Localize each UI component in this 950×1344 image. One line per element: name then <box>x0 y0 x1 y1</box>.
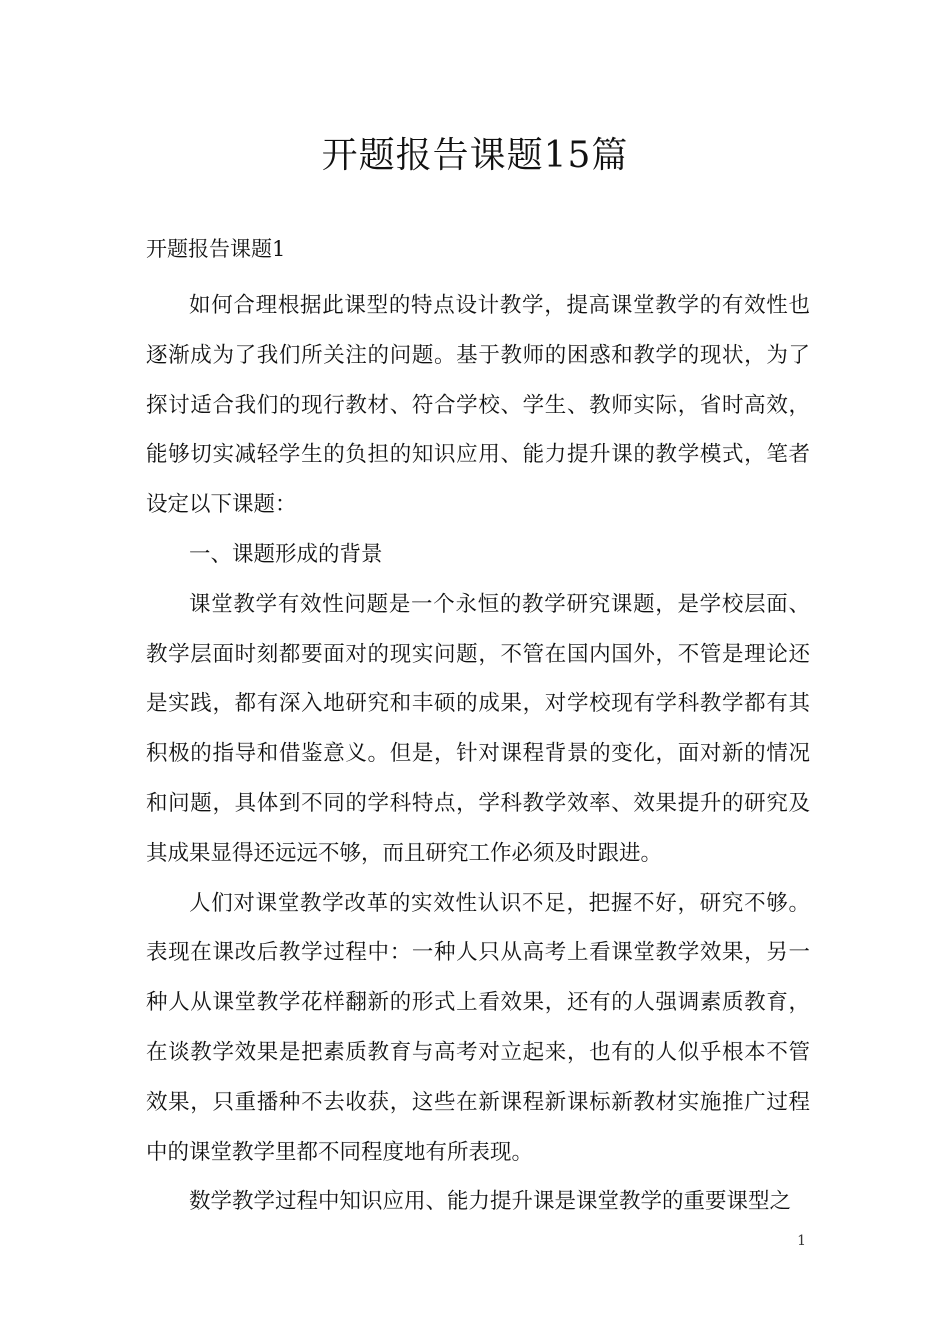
body-paragraph: 如何合理根据此课型的特点设计教学，提高课堂教学的有效性也逐渐成为了我们所关注的问题。基于教师的困惑和教学的现状，为了探讨适合我们的现行教材、符合学校、学生、教师实际，省时高效，能够切实减轻学生的负担的知识应用、能力提升课的教学模式，笔者设定以下课题： <box>146 293 810 518</box>
body-paragraph: 数学教学过程中知识应用、能力提升课是课堂教学的重要课型之 <box>189 1189 792 1215</box>
document-title: 开题报告课题15篇 <box>321 135 629 176</box>
body-paragraph: 课堂教学有效性问题是一个永恒的教学研究课题，是学校层面、教学层面时刻都要面对的现实问题，不管在国内国外，不管是理论还是实践，都有深入地研究和丰硕的成果，对学校现有学科教学都有其积极的指导和借鉴意义。但是，针对课程背景的变化，面对新的情况和问题，具体到不同的学科特点，学科教学效率、效果提升的研究及其成果显得还远远不够，而且研究工作必须及时跟进。 <box>146 591 810 866</box>
document-body <box>146 281 810 1227</box>
subsection-heading: 一、课题形成的背景 <box>189 541 383 567</box>
page-number: 1 <box>797 1233 806 1249</box>
body-paragraph: 人们对课堂教学改革的实效性认识不足，把握不好，研究不够。表现在课改后教学过程中：一种人只从高考上看课堂教学效果，另一种人从课堂教学花样翻新的形式上看效果，还有的人强调素质教育，在谈教学效果是把素质教育与高考对立起来，也有的人似乎根本不管效果，只重播种不去收获，这些在新课程新课标新教材实施推广过程中的课堂教学里都不同程度地有所表现。 <box>146 890 810 1165</box>
section-heading: 开题报告课题1 <box>146 237 286 261</box>
